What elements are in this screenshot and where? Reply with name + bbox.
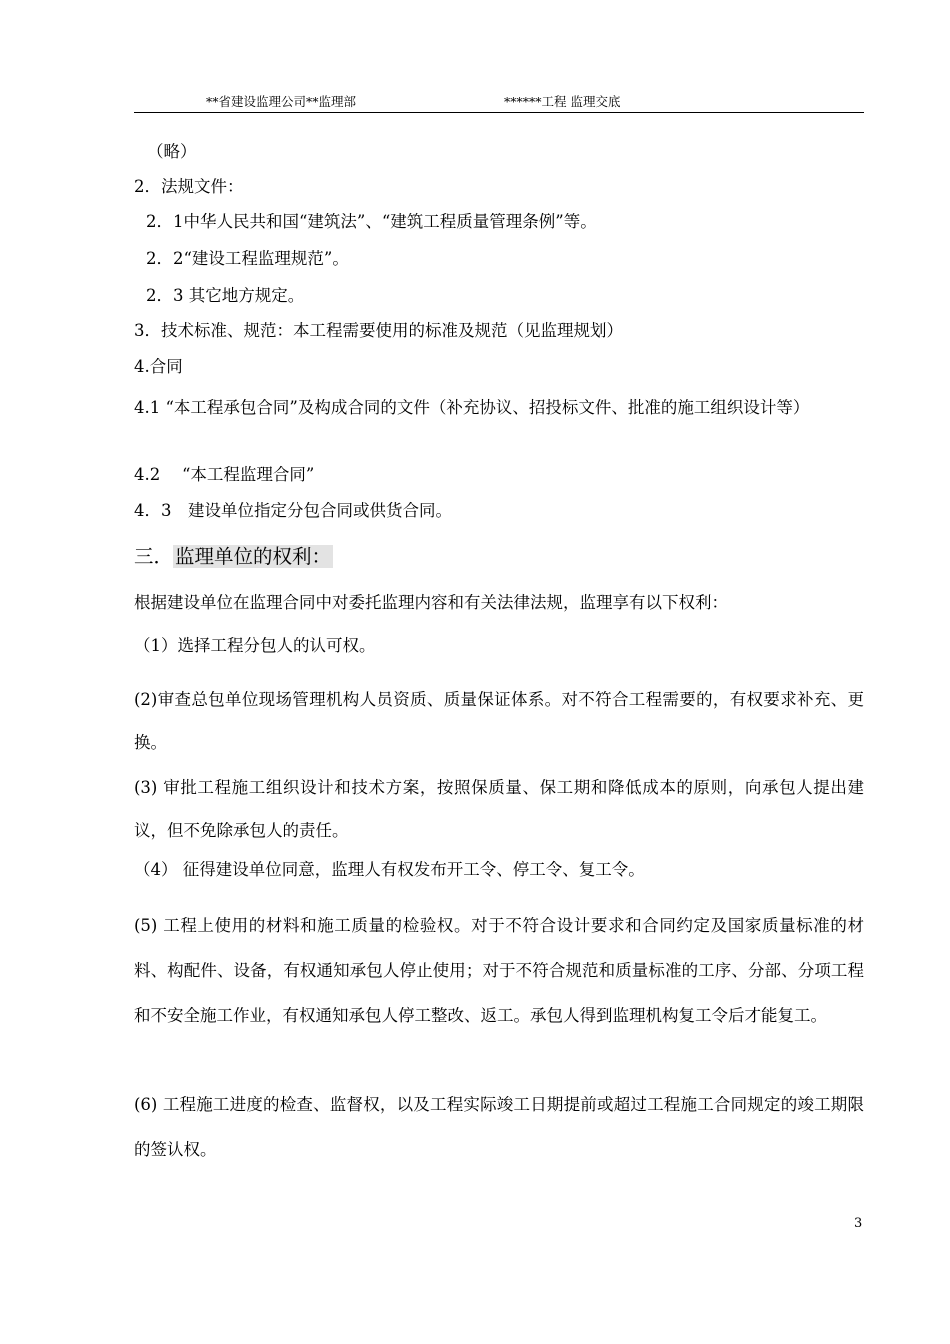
- section-heading: [134, 543, 333, 571]
- line-omitted: （略）: [147, 142, 197, 161]
- paragraph-right-1: （1）选择工程分包人的认可权。: [134, 636, 376, 655]
- line-regulation-2-3: 2．3 其它地方规定。: [146, 286, 305, 305]
- paragraph-right-3: (3) 审批工程施工组织设计和技术方案，按照保质量、保工期和降低成本的原则，向承包人提出建议，但不免除承包人的责任。: [134, 778, 864, 840]
- paragraph-right-2: (2)审查总包单位现场管理机构人员资质、质量保证体系。对不符合工程需要的，有权要求补充、更换。: [134, 690, 864, 752]
- line-contracts-heading: 4.合同: [134, 357, 183, 376]
- page-number: 3: [854, 1216, 863, 1231]
- header-document-title: ******工程 监理交底: [504, 94, 621, 109]
- page-header: [134, 90, 864, 113]
- line-contract-4-2: 4.2 “本工程监理合同”: [134, 465, 315, 484]
- line-contract-4-3: 4．3 建设单位指定分包合同或供货合同。: [134, 501, 452, 520]
- section-title: 监理单位的权利：: [175, 545, 332, 568]
- line-regulation-2-2: 2．2“建设工程监理规范”。: [146, 249, 349, 268]
- line-regulations-heading: 2．法规文件：: [134, 177, 244, 196]
- paragraph-right-4: （4） 征得建设单位同意，监理人有权发布开工令、停工令、复工令。: [134, 860, 645, 879]
- line-contract-4-1: 4.1 “本工程承包合同”及构成合同的文件（补充协议、招投标文件、批准的施工组织设计等）: [134, 398, 810, 417]
- line-technical-standards: 3．技术标准、规范：本工程需要使用的标准及规范（见监理规划）: [134, 321, 623, 340]
- header-company: **省建设监理公司**监理部: [206, 94, 357, 109]
- paragraph-intro: 根据建设单位在监理合同中对委托监理内容和有关法律法规，监理享有以下权利：: [134, 593, 728, 612]
- line-regulation-2-1: 2．1中华人民共和国“建筑法”、“建筑工程质量管理条例”等。: [146, 212, 597, 231]
- paragraph-right-5: (5) 工程上使用的材料和施工质量的检验权。对于不符合设计要求和合同约定及国家质量标准的材料、构配件、设备，有权通知承包人停止使用；对于不符合规范和质量标准的工序、分部、分项工程和不安全施工作业，有权通知承包人停工整改、返工。承包人得到监理机构复工令后才能复工。: [134, 916, 864, 1025]
- paragraph-right-6: (6) 工程施工进度的检查、监督权，以及工程实际竣工日期提前或超过工程施工合同规定的竣工期限的签认权。: [134, 1095, 864, 1159]
- section-number: 三．: [134, 545, 174, 568]
